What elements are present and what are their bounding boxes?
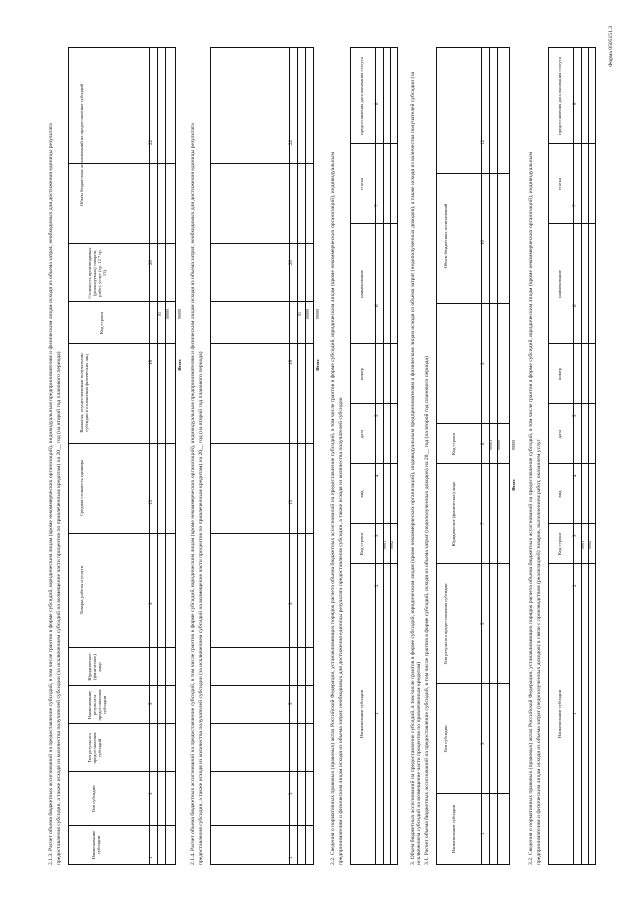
section-1-title: 2.1.3. Расчет объема бюджетных ассигнований на предоставление субсидий, в том числе грантов в форме субсидий, юридическим лицам (кроме некоммерческих организаций), индивидуальным предпринимателям и физическим лицам исходя из объема затрат, необходимых для достижения единицы результата	[48, 123, 54, 865]
s2-colnum-20: 20	[289, 260, 294, 265]
s5-code-2: 0002	[587, 540, 592, 550]
section-2-subtitle: предоставления субсидии, а также исходя из количества получателей субсидии (за исключением субсидий на возмещение части процентов по привлеченным кредитам) на 20__ год (на второй год планового периода)	[198, 351, 204, 865]
s1-header-3: Наименование результата предоставления субсидии	[87, 689, 107, 721]
s4-total-code: 90000	[511, 439, 516, 451]
section-4-subtitle: 3.1. Расчет объема бюджетных ассигнований на предоставление субсидий, в том числе грантов в форме субсидий, исходя из объема затрат (недополученных доходов) на 20__ год (на второй год планового периода)	[424, 356, 430, 865]
s2-colnum-22: 22	[289, 140, 294, 145]
s3-header-7: предоставления дата окончания статуса	[359, 57, 364, 135]
s4-colnum-9: 9	[481, 362, 486, 365]
s4-colnum-12: 12	[481, 140, 486, 145]
section-5-title: 3.2. Сведения о нормативных правовых (правовых) актах Российской Федерации, устанавливающих порядок расчета объема бюджетных ассигнований на предоставление субсидий, в том числе грантов в форме субсидий, юридическим лицам (кроме некоммерческих организаций), индивидуальным	[528, 152, 534, 865]
s3-code-1: 0001	[382, 540, 387, 550]
s1-colnum-18: 18	[149, 360, 154, 365]
s5-colnum-2: 2	[573, 584, 578, 587]
s5-header-4: номер	[557, 368, 562, 380]
section-3-table	[350, 47, 398, 865]
section-3-title: 2.2. Сведения о нормативных правовых (правовых) актах Российской Федерации, устанавливающих порядок расчета объема бюджетных ассигнований на предоставление субсидий, в том числе грантов в форме субсидий, юридическим лицам (кроме некоммерческих организаций), индивидуальным	[330, 152, 336, 865]
s1-colnum-1: 1	[149, 856, 154, 859]
s2-colnum-3: 3	[289, 792, 294, 795]
s3-colnum-5: 5	[375, 414, 380, 417]
section-1-table	[68, 47, 176, 865]
s4-header-0: Наименование субсидии	[451, 804, 456, 854]
s1-total-code: 90000	[177, 308, 182, 320]
s5-header-0: Наименование субсидии	[557, 689, 562, 739]
section-2-title: 2.1.4. Расчет объема бюджетных ассигнований на предоставление субсидий, в том числе грантов в форме субсидий, юридическим лицам (кроме некоммерческих организаций), индивидуальным предпринимателям и физическим лицам исходя из объема затрат, необходимых для достижения единицы результата	[190, 123, 196, 865]
s5-code-1: 0001	[580, 540, 585, 550]
s1-header-8: Код строки	[99, 312, 104, 334]
s2-code-2: 00000	[305, 308, 310, 320]
s4-colnum-1: 1	[481, 832, 486, 835]
s1-colnum-5: 5	[149, 702, 154, 705]
s5-header-2: вид	[557, 490, 562, 498]
s2-total-code: 90000	[315, 308, 320, 320]
s3-header-4: номер	[359, 368, 364, 380]
s3-header-6: статья	[359, 177, 364, 191]
section-3-subtitle: предпринимателям и физическим лицам исходя из объема затрат, необходимых для достижения единицы результата предоставления субсидии, а также исходя из количества получателей субсидии	[338, 397, 344, 865]
s2-colnum-1: 1	[289, 856, 294, 859]
s5-colnum-5: 5	[573, 414, 578, 417]
s4-code-2: 00000	[496, 439, 501, 451]
s1-colnum-20: 20	[149, 260, 154, 265]
s3-header-0: Наименование субсидии	[359, 689, 364, 739]
s1-header-4: Юридическое (физическое) лицо	[87, 653, 102, 681]
s1-header-6: Средняя стоимость единицы	[79, 459, 84, 517]
s2-total-label: Итого	[315, 359, 320, 371]
s1-header-0: Наименование субсидии	[91, 830, 101, 860]
s4-colnum-3: 3	[481, 742, 486, 745]
section-2-table	[210, 47, 314, 865]
s3-colnum-2: 2	[375, 584, 380, 587]
s5-colnum-6: 6	[573, 304, 578, 307]
s1-colnum-13: 13	[149, 500, 154, 505]
s1-colnum-3: 3	[149, 792, 154, 795]
section-1-subtitle: предоставления субсидии, а также исходя из количества получателей субсидии (за исключением субсидий на возмещение части процентов по привлеченным кредитам) на 20__ год (на второй год планового периода)	[56, 351, 62, 865]
section-5-subtitle: предпринимателям и физическим лицам исходя из объема затрат (недополученных доходов) в связи с производством (реализацией) товаров, выполнением работ, оказанием услуг	[536, 439, 542, 865]
s4-colnum-8: 8	[481, 442, 486, 445]
s1-colnum-22: 22	[149, 140, 154, 145]
s2-colnum-9: 9	[289, 602, 294, 605]
s4-code-1: 00001	[488, 439, 493, 451]
s4-header-5: Объем бюджетных ассигнований	[443, 203, 448, 269]
s5-header-1: Код строки	[557, 533, 562, 555]
s3-header-1: Код строки	[359, 533, 364, 555]
s3-header-2: вид	[359, 490, 364, 498]
s1-total-label: Итого	[177, 359, 182, 371]
s4-header-3: Юридическое (физическое) лицо	[451, 481, 456, 547]
section-5-table	[548, 47, 596, 865]
s3-colnum-3: 3	[375, 534, 380, 537]
s3-colnum-8: 8	[375, 102, 380, 105]
form-label: Форма 0505151.3	[608, 25, 614, 67]
s2-code-1: 01	[297, 311, 302, 317]
s5-header-6: статья	[557, 177, 562, 191]
s3-header-5: наименование	[359, 270, 364, 298]
s5-header-5: наименование	[557, 270, 562, 298]
s1-colnum-9: 9	[149, 602, 154, 605]
s4-header-1: Тип субсидии	[443, 725, 448, 753]
s2-colnum-13: 13	[289, 500, 294, 505]
s1-header-9: Стоимость производимых (реализуемых) товаров, работ, услуг (гр. 12 * гр. 13)	[87, 247, 107, 299]
s3-code-2: 0002	[389, 540, 394, 550]
s5-colnum-1: 1	[573, 712, 578, 715]
s1-code-1: 01	[157, 311, 162, 317]
s4-colnum-5: 5	[481, 622, 486, 625]
s5-colnum-8: 8	[573, 102, 578, 105]
s4-header-4: Код строки	[451, 433, 456, 455]
s2-colnum-18: 18	[289, 360, 294, 365]
s5-colnum-4: 4	[573, 474, 578, 477]
s4-colnum-7: 7	[481, 522, 486, 525]
s1-code-2: 00000	[165, 308, 170, 320]
s5-colnum-7: 7	[573, 204, 578, 207]
s1-header-5: Товары, работы и услуги	[79, 565, 84, 615]
s1-header-1: Тип субсидии	[91, 785, 96, 813]
s1-header-2: Тип результата предоставления субсидий	[87, 732, 102, 764]
s3-colnum-6: 6	[375, 304, 380, 307]
s5-header-3: дата	[557, 429, 562, 439]
s3-colnum-4: 4	[375, 474, 380, 477]
s4-colnum-10: 10	[481, 240, 486, 245]
section-4-title: 3. Объем бюджетных ассигнований на предоставление субсидий, в том числе грантов в форме субсидий, юридическим лицам (кроме некоммерческих организаций), индивидуальным предпринимателям и физическим лицам исходя из объема затрат (недополученных доходов), а также исходя из количества получателей субсидии (за исключением субсидий на возмещение части процентов по привлеченным кредитам)	[410, 71, 423, 865]
s4-total-label: Итого	[511, 479, 516, 491]
s1-header-10: Объем бюджетных ассигнований на предоставление субсидий	[79, 83, 84, 207]
s2-colnum-5: 5	[289, 702, 294, 705]
s4-header-2: Тип результата предоставления субсидии	[443, 583, 448, 665]
s3-colnum-7: 7	[375, 204, 380, 207]
s3-header-3: дата	[359, 429, 364, 439]
s1-header-7: Выплаты, осуществляемые получателям субсидии в отношении физических лиц	[79, 353, 89, 433]
s5-header-7: предоставления дата окончания статуса	[557, 57, 562, 135]
s3-colnum-1: 1	[375, 712, 380, 715]
s5-colnum-3: 3	[573, 534, 578, 537]
